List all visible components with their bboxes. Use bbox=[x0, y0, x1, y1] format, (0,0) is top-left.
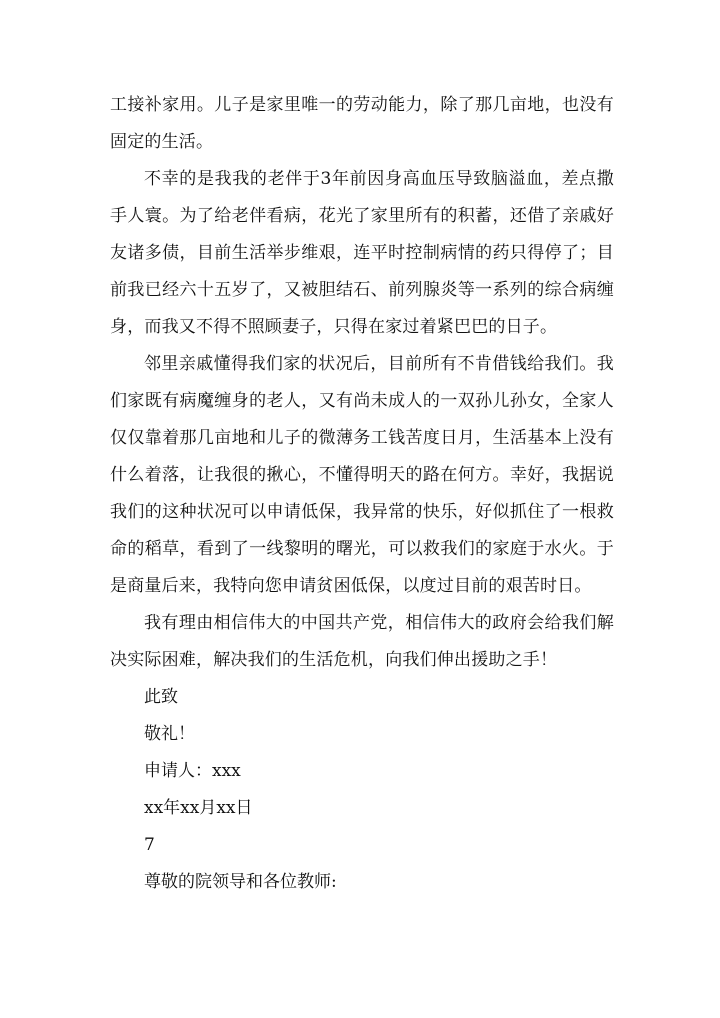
closing-line: 此致 bbox=[144, 687, 178, 707]
paragraph-continuation: 工接补家用。儿子是家里唯一的劳动能力，除了那几亩地，也没有固定的生活。 bbox=[110, 95, 614, 152]
document-body bbox=[110, 87, 614, 901]
paragraph-trust: 我有理由相信伟大的中国共产党，相信伟大的政府会给我们解决实际困难，解决我们的生活危机，向我们伸出援助之手！ bbox=[110, 613, 614, 670]
page-number: 7 bbox=[144, 835, 155, 855]
paragraph-situation: 邻里亲戚懂得我们家的状况后，目前所有不肯借钱给我们。我们家既有病魔缠身的老人，又有尚未成人的一双孙儿孙女，全家人仅仅靠着那几亩地和儿子的微薄务工钱苦度日月，生活基本上没有什么着落，让我很的揪心，不懂得明天的路在何方。幸好，我据说我们的这种状况可以申请低保，我异常的快乐，好似抓住了一根救命的稻草，看到了一线黎明的曙光，可以救我们的家庭于水火。于是商量后来，我特向您申请贫困低保，以度过目前的艰苦时日。 bbox=[110, 354, 614, 596]
paragraph-misfortune: 不幸的是我我的老伴于3年前因身高血压导致脑溢血，差点撒手人寰。为了给老伴看病，花光了家里所有的积蓄，还借了亲戚好友诸多债，目前生活举步维艰，连平时控制病情的药只得停了；目前我已经六十五岁了，又被胆结石、前列腺炎等一系列的综合病缠身，而我又不得不照顾妻子，只得在家过着紧巴巴的日子。 bbox=[110, 169, 614, 337]
salute-line: 敬礼！ bbox=[144, 724, 195, 744]
date-line: xx年xx月xx日 bbox=[144, 798, 253, 818]
applicant-line: 申请人：xxx bbox=[144, 761, 241, 781]
next-letter-salutation: 尊敬的院领导和各位教师: bbox=[144, 872, 337, 892]
